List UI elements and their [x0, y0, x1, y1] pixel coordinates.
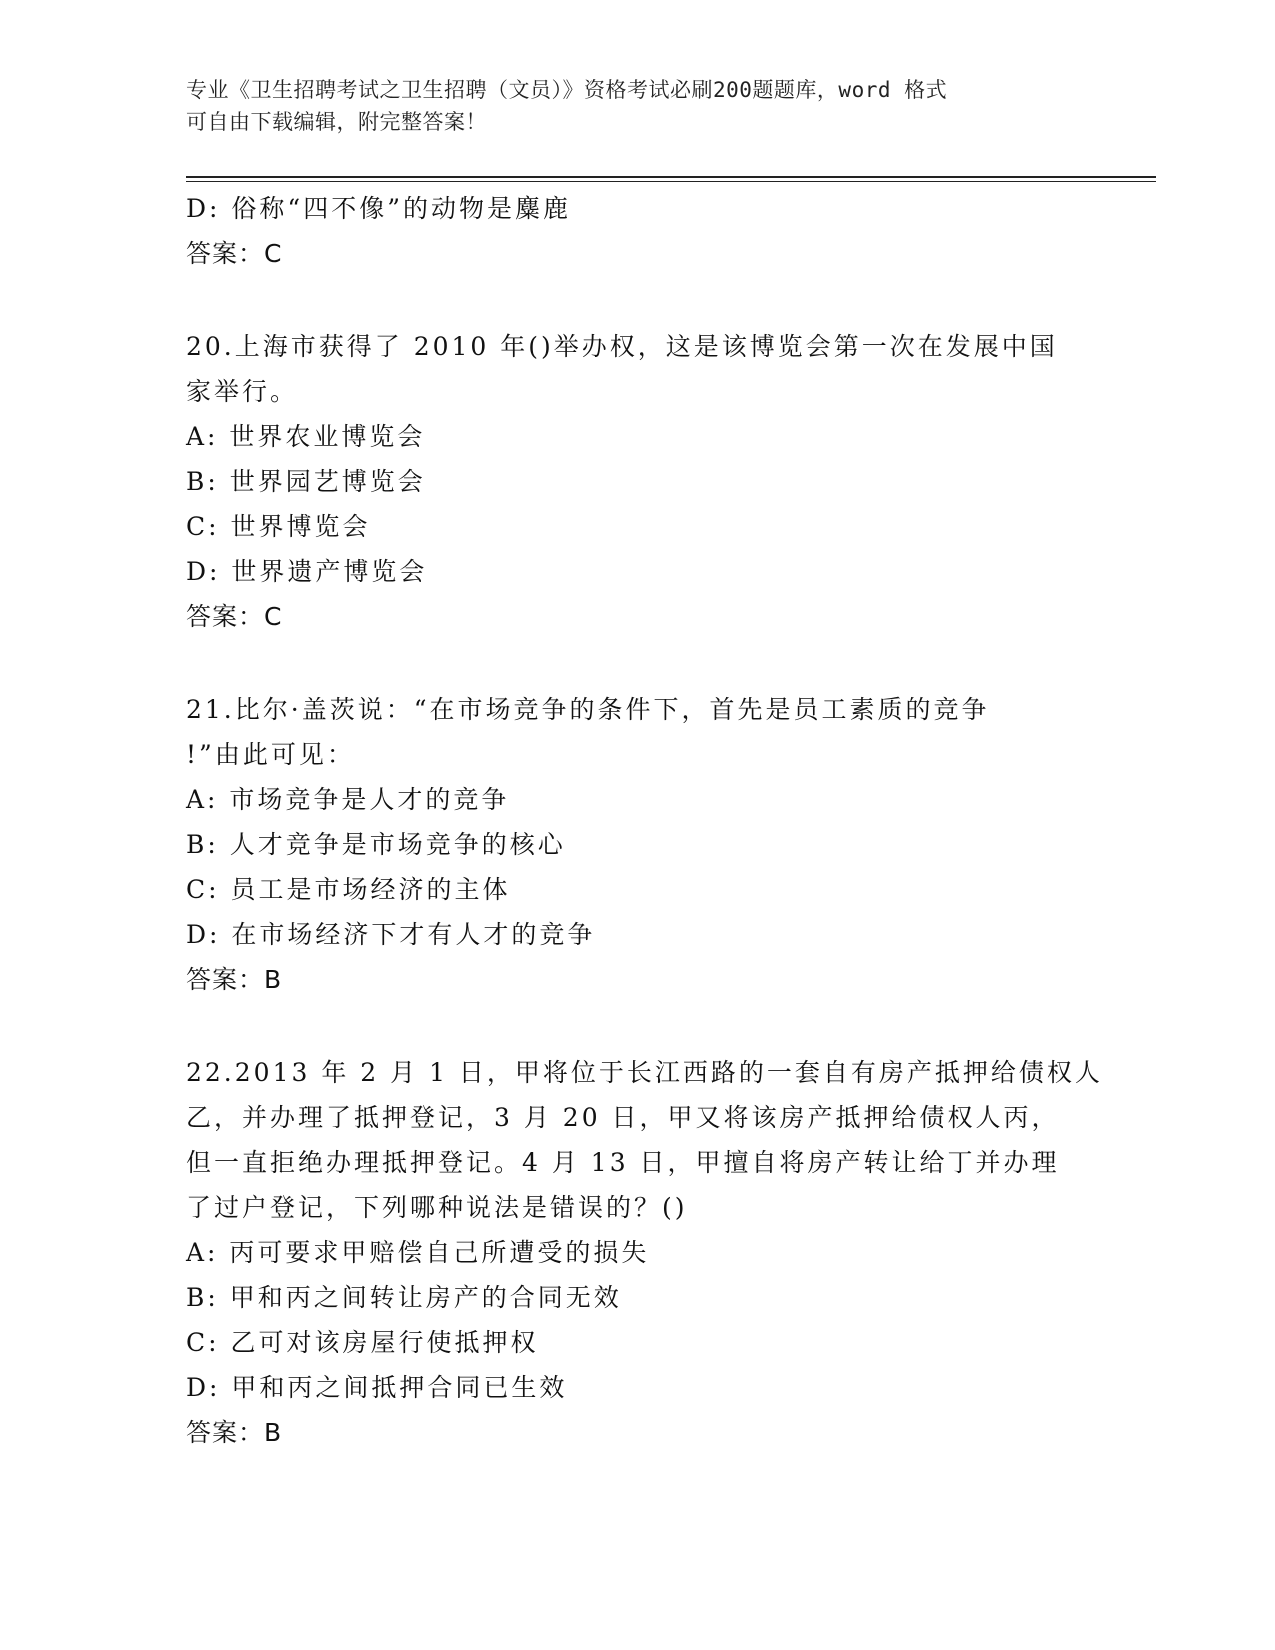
option-a: A: 世界农业博览会 — [186, 422, 426, 451]
question-stem-line: 但一直拒绝办理抵押登记。4 月 13 日，甲擅自将房产转让给丁并办理 — [186, 1148, 1060, 1177]
option-a: A: 市场竞争是人才的竞争 — [186, 785, 510, 814]
option-d: D: 在市场经济下才有人才的竞争 — [186, 920, 596, 949]
question-stem-line: 22.2013 年 2 月 1 日，甲将位于长江西路的一套自有房产抵押给债权人 — [186, 1058, 1103, 1087]
question-21 — [186, 687, 1086, 1003]
option-b: B: 人才竞争是市场竞争的核心 — [186, 830, 566, 859]
question-stem-line: 了过户登记，下列哪种说法是错误的？() — [186, 1193, 688, 1222]
answer-line: 答案：B — [186, 1418, 283, 1447]
question-stem-line: !”由此可见： — [186, 740, 355, 769]
header-line-1: 专业《卫生招聘考试之卫生招聘（文员）》资格考试必刷200题题库，word 格式 — [186, 78, 948, 102]
document-header — [186, 74, 1066, 138]
question-stem-line: 家举行。 — [186, 377, 299, 406]
option-a: A: 丙可要求甲赔偿自己所遭受的损失 — [186, 1238, 650, 1267]
option-d: D: 甲和丙之间抵押合同已生效 — [186, 1373, 568, 1402]
partial-question — [186, 186, 1086, 277]
question-20 — [186, 324, 1086, 640]
question-stem-line: 乙，并办理了抵押登记，3 月 20 日，甲又将该房产抵押给债权人丙， — [186, 1103, 1060, 1132]
option-d: D: 俗称“四不像”的动物是麋鹿 — [186, 194, 571, 223]
header-divider-thick — [186, 176, 1156, 178]
answer-line: 答案：C — [186, 602, 283, 631]
answer-line: 答案：C — [186, 239, 283, 268]
header-line-2: 可自由下载编辑，附完整答案！ — [186, 110, 487, 134]
option-c: C: 世界博览会 — [186, 512, 371, 541]
option-d: D: 世界遗产博览会 — [186, 557, 428, 586]
question-stem-line: 21.比尔·盖茨说：“在市场竞争的条件下，首先是员工素质的竞争 — [186, 695, 990, 724]
option-b: B: 甲和丙之间转让房产的合同无效 — [186, 1283, 622, 1312]
option-b: B: 世界园艺博览会 — [186, 467, 426, 496]
question-stem-line: 20.上海市获得了 2010 年()举办权，这是该博览会第一次在发展中国 — [186, 332, 1058, 361]
header-divider-thin — [186, 181, 1156, 182]
question-content — [186, 186, 1103, 1456]
answer-line: 答案：B — [186, 965, 283, 994]
option-c: C: 员工是市场经济的主体 — [186, 875, 511, 904]
option-c: C: 乙可对该房屋行使抵押权 — [186, 1328, 539, 1357]
question-22 — [186, 1050, 1103, 1456]
